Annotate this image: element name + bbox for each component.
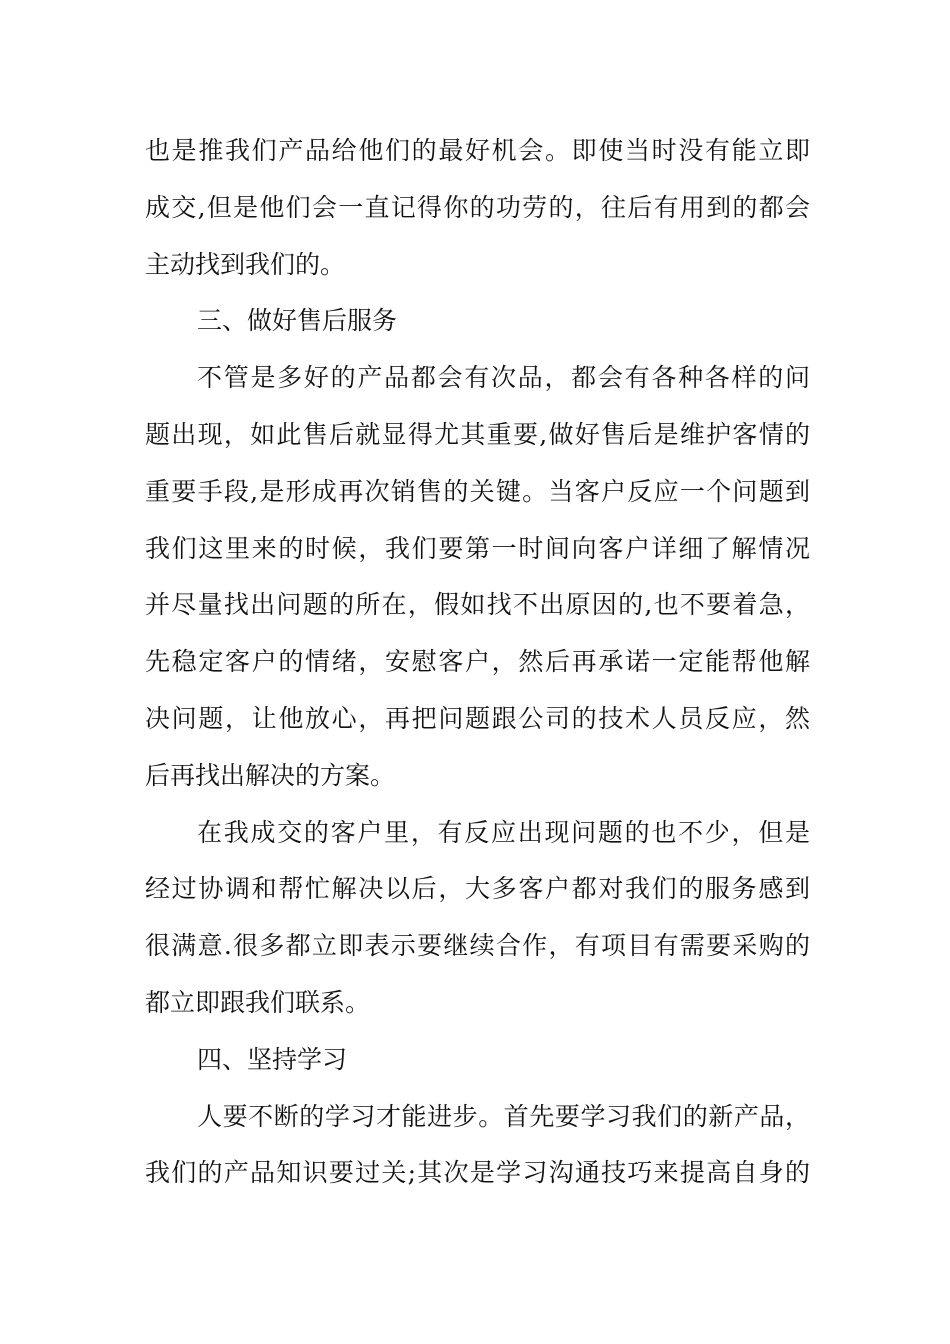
paragraph-line: 成交,但是他们会一直记得你的功劳的，往后有用到的都会 xyxy=(145,192,810,222)
document-body xyxy=(145,123,810,1202)
paragraph-line: 人要不断的学习才能进步。首先要学习我们的新产品， xyxy=(197,1101,810,1131)
paragraph-line: 经过协调和帮忙解决以后，大多客户都对我们的服务感到 xyxy=(145,874,810,904)
paragraph-line: 我们这里来的时候，我们要第一时间向客户详细了解情况 xyxy=(145,533,810,563)
paragraph-line: 在我成交的客户里，有反应出现问题的也不少，但是 xyxy=(197,817,810,847)
paragraph-line: 决问题，让他放心，再把问题跟公司的技术人员反应，然 xyxy=(145,703,810,733)
paragraph-line: 重要手段,是形成再次销售的关键。当客户反应一个问题到 xyxy=(145,476,810,506)
paragraph-line: 不管是多好的产品都会有次品，都会有各种各样的问 xyxy=(197,363,810,393)
section-heading: 四、坚持学习 xyxy=(197,1044,348,1074)
paragraph-line: 我们的产品知识要过关;其次是学习沟通技巧来提高自身的 xyxy=(145,1158,810,1188)
paragraph-line: 也是推我们产品给他们的最好机会。即使当时没有能立即 xyxy=(145,136,810,165)
paragraph-line: 先稳定客户的情绪，安慰客户，然后再承诺一定能帮他解 xyxy=(145,647,810,677)
paragraph-line: 后再找出解决的方案。 xyxy=(145,760,396,790)
paragraph-line: 题出现，如此售后就显得尤其重要,做好售后是维护客情的 xyxy=(145,419,810,449)
paragraph-line: 并尽量找出问题的所在，假如找不出原因的,也不要着急， xyxy=(145,590,810,620)
paragraph-line: 很满意.很多都立即表示要继续合作，有项目有需要采购的 xyxy=(145,931,810,961)
paragraph-line: 主动找到我们的。 xyxy=(145,249,346,279)
section-heading: 三、做好售后服务 xyxy=(197,306,398,336)
paragraph-line: 都立即跟我们联系。 xyxy=(145,987,371,1017)
